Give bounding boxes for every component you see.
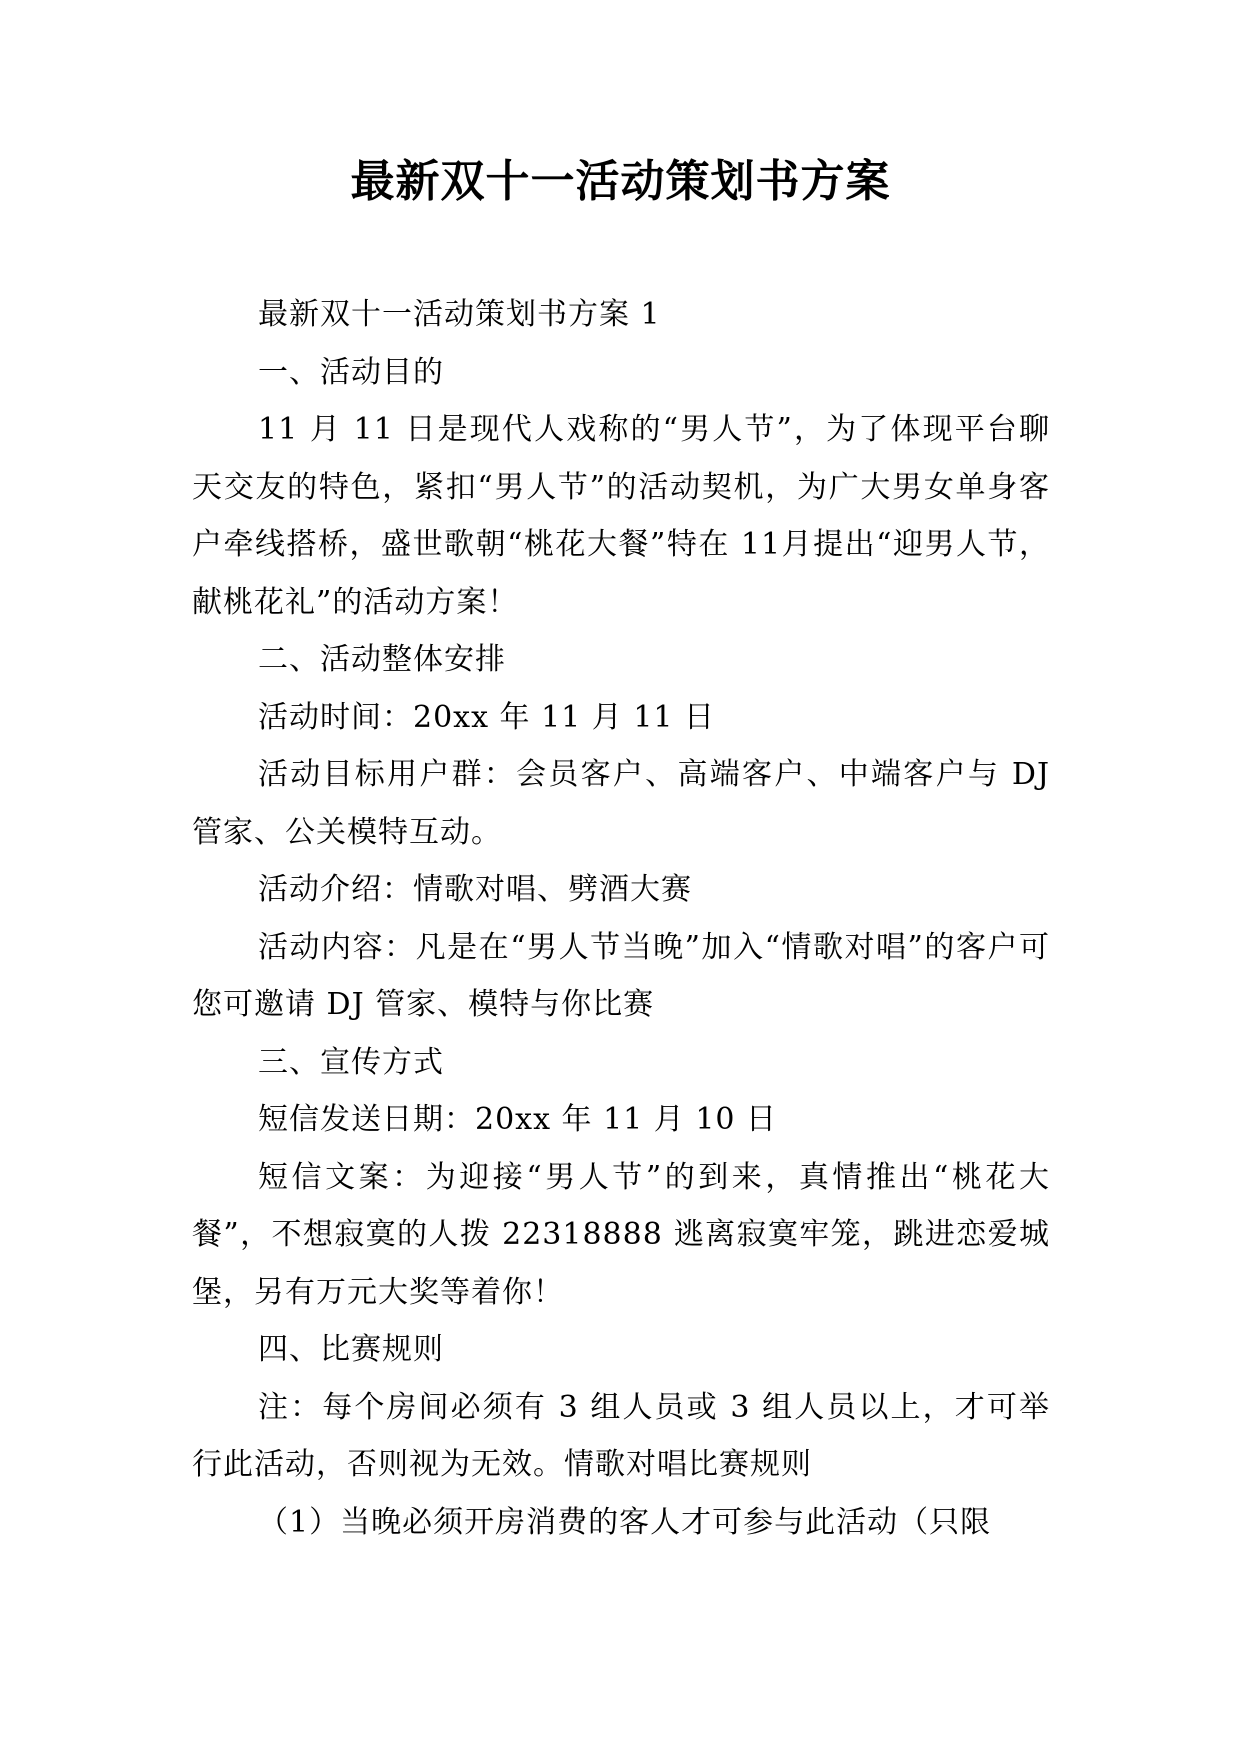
paragraph-rule-1: （1）当晚必须开房消费的客人才可参与此活动（只限 — [258, 1504, 992, 1540]
section-heading-purpose: 一、活动目的 — [258, 354, 444, 390]
paragraph-activity-content: 活动内容：凡是在“男人节当晚”加入“情歌对唱”的客户可您可邀请 DJ 管家、模特与你比赛 — [192, 929, 1050, 1022]
subtitle-line: 最新双十一活动策划书方案 1 — [258, 297, 661, 332]
paragraph-sms-copy: 短信文案：为迎接“男人节”的到来，真情推出“桃花大餐”，不想寂寞的人拨 22318888 逃离寂寞牢笼，跳进恋爱城堡，另有万元大奖等着你！ — [192, 1159, 1050, 1310]
paragraph-activity-intro: 活动介绍：情歌对唱、劈酒大赛 — [258, 872, 692, 907]
paragraph-sms-date: 短信发送日期：20xx 年 11 月 10 日 — [258, 1102, 778, 1137]
paragraph-rules-note: 注：每个房间必须有 3 组人员或 3 组人员以上，才可举行此活动，否则视为无效。情歌对唱比赛规则 — [192, 1389, 1050, 1482]
section-heading-promotion: 三、宣传方式 — [258, 1044, 444, 1080]
section-heading-arrangement: 二、活动整体安排 — [258, 642, 506, 677]
paragraph-target-users: 活动目标用户群：会员客户、高端客户、中端客户与 DJ 管家、公关模特互动。 — [192, 757, 1050, 850]
paragraph-purpose: 11 月 11 日是现代人戏称的“男人节”，为了体现平台聊天交友的特色，紧扣“男人节”的活动契机，为广大男女单身客户牵线搭桥，盛世歌朝“桃花大餐”特在 11月提出“迎男人节，献桃花礼”的活动方案！ — [192, 412, 1050, 620]
section-heading-rules: 四、比赛规则 — [258, 1332, 444, 1367]
document-title: 最新双十一活动策划书方案 — [350, 156, 891, 207]
paragraph-activity-time: 活动时间：20xx 年 11 月 11 日 — [258, 699, 716, 735]
document-body — [192, 286, 1050, 1551]
